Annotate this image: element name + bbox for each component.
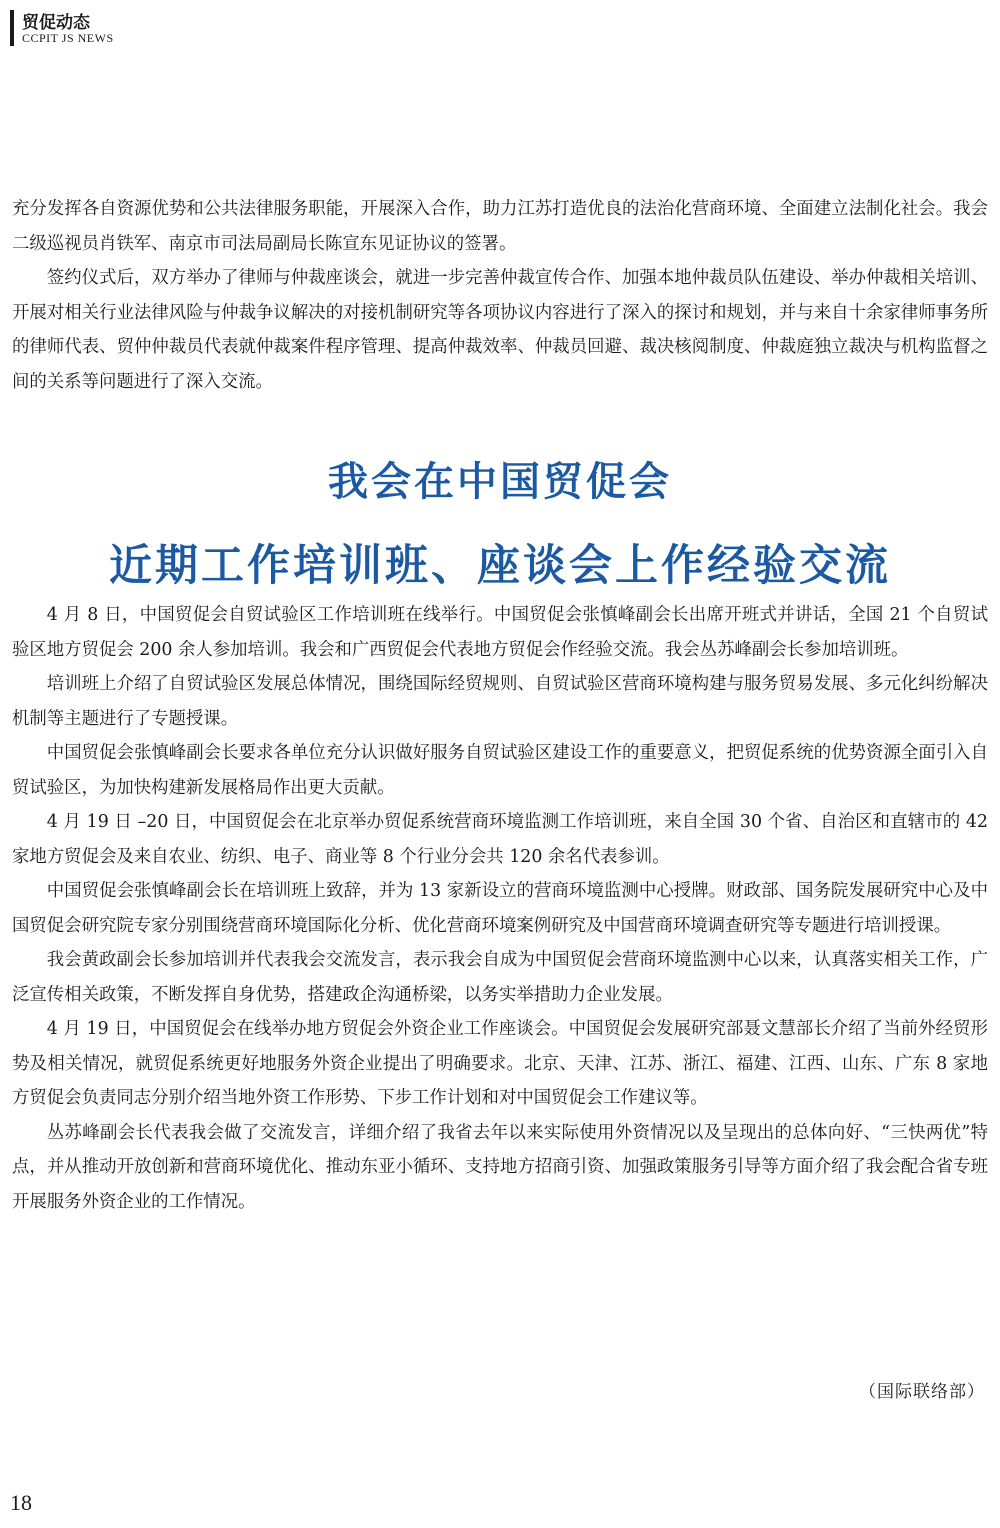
paragraph: 签约仪式后，双方举办了律师与仲裁座谈会，就进一步完善仲裁宣传合作、加强本地仲裁员队伍建设、举办仲裁相关培训、开展对相关行业法律风险与仲裁争议解决的对接机制研究等各项协议内容进行了深入的探讨和规划，并与来自十余家律师事务所的律师代表、贸仲仲裁员代表就仲裁案件程序管理、提高仲裁效率、仲裁员回避、裁决核阅制度、仲裁庭独立裁决与机构监督之间的关系等问题进行了深入交流。 [12,268,988,392]
page-number: 18 [10,1490,32,1515]
paragraph: 4 月 19 日，中国贸促会在线举办地方贸促会外资企业工作座谈会。中国贸促会发展研究部聂文慧部长介绍了当前外经贸形势及相关情况，就贸促系统更好地服务外资企业提出了明确要求。北京、天津、江苏、浙江、福建、江西、山东、广东 8 家地方贸促会负责同志分别介绍当地外资工作形势、下步工作计划和对中国贸促会工作建议等。 [12,1019,988,1108]
paragraph: 充分发挥各自资源优势和公共法律服务职能，开展深入合作，助力江苏打造优良的法治化营商环境、全面建立法制化社会。我会二级巡视员肖铁军、南京市司法局副局长陈宣东见证协议的签署。 [12,199,988,254]
paragraph: 我会黄政副会长参加培训并代表我会交流发言，表示我会自成为中国贸促会营商环境监测中心以来，认真落实相关工作，广泛宣传相关政策，不断发挥自身优势，搭建政企沟通桥梁，以务实举措助力企业发展。 [12,950,988,1005]
section-subtitle: CCPIT JS NEWS [22,31,114,45]
paragraph: 中国贸促会张慎峰副会长在培训班上致辞，并为 13 家新设立的营商环境监测中心授牌。财政部、国务院发展研究中心及中国贸促会研究院专家分别围绕营商环境国际化分析、优化营商环境案例研究及中国营商环境调查研究等专题进行培训授课。 [12,881,988,936]
section-title: 贸促动态 [22,13,90,33]
paragraph: 培训班上介绍了自贸试验区发展总体情况，围绕国际经贸规则、自贸试验区营商环境构建与服务贸易发展、多元化纠纷解决机制等主题进行了专题授课。 [12,674,988,729]
article-headline-line-1: 我会在中国贸促会 [328,459,672,505]
paragraph: 中国贸促会张慎峰副会长要求各单位充分认识做好服务自贸试验区建设工作的重要意义，把贸促系统的优势资源全面引入自贸试验区，为加快构建新发展格局作出更大贡献。 [12,743,988,798]
continued-article-text [12,192,988,399]
header-accent-bar [10,10,14,46]
paragraph: 4 月 8 日，中国贸促会自贸试验区工作培训班在线举行。中国贸促会张慎峰副会长出席开班式并讲话，全国 21 个自贸试验区地方贸促会 200 余人参加培训。我会和广西贸促会代表地方贸促会作经验交流。我会丛苏峰副会长参加培训班。 [12,605,988,660]
article-source: （国际联络部） [859,1382,985,1402]
paragraph: 丛苏峰副会长代表我会做了交流发言，详细介绍了我省去年以来实际使用外资情况以及呈现出的总体向好、“三快两优”特点，并从推动开放创新和营商环境优化、推动东亚小循环、支持地方招商引资、加强政策服务引导等方面介绍了我会配合省专班开展服务外资企业的工作情况。 [12,1122,988,1212]
paragraph: 4 月 19 日 –20 日，中国贸促会在北京举办贸促系统营商环境监测工作培训班，来自全国 30 个省、自治区和直辖市的 42 家地方贸促会及来自农业、纺织、电子、商业等 8 个行业分会共 120 余名代表参训。 [12,812,988,867]
article-body [12,598,988,1219]
article-headline-line-2: 近期工作培训班、座谈会上作经验交流 [109,541,891,591]
